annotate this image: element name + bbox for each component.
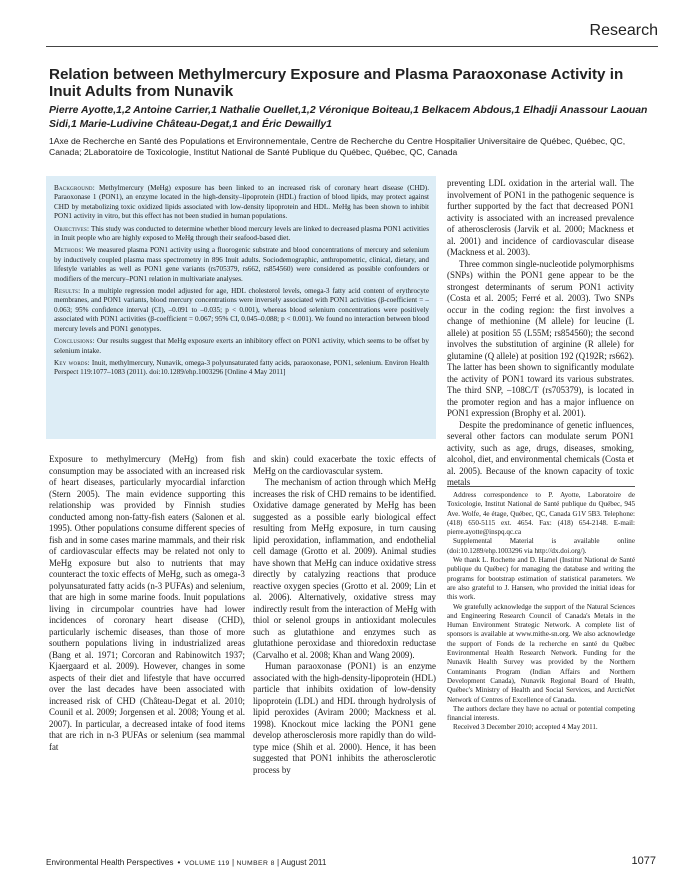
abstract-box [46, 176, 436, 439]
footer-number: NUMBER 8 [236, 860, 275, 867]
body-paragraph: Exposure to methylmercury (MeHg) from fish consumption may be associated with an increased risk of heart diseases, particularly myocardial infarction (Stern 2005). The main evidence supporting this relationship was provided by Finnish studies conducted among non-fatty-fish eaters (Salonen et al. 1995). Other populations consume different species of fish and in some cases marine mammals, and their risk of cardiovascular effects may be related not only to MeHg exposure but also to nutrients that may counteract the toxic effects of MeHg, such as omega-3 polyunsaturated fatty acids (n-3 PUFAs) and selenium, that are high in some marine foods. Inuit populations living in circumpolar countries have had lower incidences of coronary heart disease (CHD), particularly ischemic diseases, than those of more southern populations living in industrialized areas (Bang et al. 1971; Corcoran and Rabinowitch 1937; Kjaergaard et al. 2009). However, changes in some aspects of their diet and lifestyle that have occurred over the last decades have been associated with increased risk of CHD (Château-Degat et al. 2010; Counil et al. 2009; Jorgensen et al. 2008; Young et al. 2007). In particular, a decreased intake of food items that are rich in n-3 PUFAs or selenium (sea mammal fat [49, 454, 245, 752]
abstract-keywords [54, 359, 429, 378]
body-paragraph: Three common single-nucleotide polymorphisms (SNPs) within the PON1 gene appear to be the strongest determinants of serum PON1 activity (Costa et al. 2005; Ferré et al. 2003). Two SNPs occur in the coding region: the first involves a change of methionine (M allele) for leucine (L allele) at position 55 (L55M; rs854560); the second involves the substitution of arginine (R allele) for glutamine (Q allele) at position 192 (Q192R; rs662). The latter has been shown to significantly modulate the activity of PON1 toward its various substrates. The third SNP, –108C/T (rs705379), is located in the promoter region and has a major influence on PON1 expression (Brophy et al. 2001). [447, 258, 634, 418]
abstract-background-head: Background: [54, 184, 95, 192]
body-paragraph: and skin) could exacerbate the toxic effects of MeHg on the cardiovascular system. [253, 454, 436, 476]
abstract-conclusions [54, 337, 429, 356]
abstract-objectives [54, 225, 429, 244]
top-rule [46, 46, 658, 47]
affiliations: 1Axe de Recherche en Santé des Populations et Environnementale, Centre de Recherche du Centre Hospitalier Universitaire de Québec, Québec, QC, Canada; 2Laboratoire de Toxicologie, Institut National de Santé Publique du Québec, Québec, QC, Canada [49, 136, 626, 157]
article-notes [447, 486, 635, 854]
abstract-results-head: Results: [54, 287, 81, 296]
body-column-left [49, 454, 245, 852]
body-column-right [447, 178, 634, 487]
supplemental-note: Supplemental Material is available online (doi:10.1289/ehp.1003296 via http://dx.doi.org/). [447, 537, 635, 555]
running-footer: Environmental Health Perspectives • VOLUME 119 | NUMBER 8 | August 2011 [46, 858, 327, 867]
abstract-objectives-head: Objectives: [54, 224, 90, 233]
footer-separator: • [177, 858, 181, 867]
footer-volume: VOLUME 119 [184, 860, 230, 867]
body-paragraph: Human paraoxonase (PON1) is an enzyme associated with the high-density-lipoprotein (HDL) particle that inhibits oxidation of low-density lipoprotein (LDL) and HDL through hydrolysis of lipid peroxides (Aviram 2000; Mackness et al. 1998). Knockout mice lacking the PON1 gene develop atherosclerosis more rapidly than do wild-type mice (Shih et al. 2000). Hence, it has been suggested that PON1 inhibits the atherosclerotic process by [253, 661, 436, 775]
abstract-methods-text: We measured plasma PON1 activity using a fluorogenic substrate and blood concentrations of mercury and selenium by inductively coupled plasma mass spectrometry in 896 Inuit adults. Sociodemographic, anthropometric, clinical, dietary, and lifestyle variables as well as PON1 gene variants (rs705379, rs662, rs854560) were considered as possible confounders or modifiers of the mercury–PON1 relation in multivariate analyses. [54, 246, 429, 283]
correspondence-note: Address correspondence to P. Ayotte, Laboratoire de Toxicologie, Institut National de Santé publique du Québec, 945 Ave. Wolfe, 4e étage, Québec, QC, Canada G1V 5B3. Telephone: (418) 650-5115 ext. 4654. Fax: (418) 654-2148. E-mail: pierre.ayotte@inspq.qc.ca [447, 491, 635, 537]
footer-journal: Environmental Health Perspectives [46, 858, 174, 867]
article-title: Relation between Methylmercury Exposure and Plasma Paraoxonase Activity in Inuit Adults from Nunavik [49, 66, 624, 100]
funding-note: We gratefully acknowledge the support of the Natural Sciences and Engineering Research Council of Canada's Metals in the Human Environment Strategic Network. A complete list of sponsors is available at www.mithe-sn.org. We also acknowledge the support of Fonds de la recherche en santé du Québec Environmental Health Research Network. Funding for the Nunavik Health Survey was provided by the Northern Contaminants Program (Indian Affairs and Northern Development Canada), Nunavik Regional Board of Health, Québec's Ministry of Health and Social Services, and ArcticNet Network of Centres of Excellence of Canada. [447, 602, 635, 704]
author-list: Pierre Ayotte,1,2 Antoine Carrier,1 Nathalie Ouellet,1,2 Véronique Boiteau,1 Belkacem Abdous,1 Elhadji Anassour Laouan Sidi,1 Marie-Ludivine Château-Degat,1 and Éric Dewailly1 [49, 105, 648, 130]
body-paragraph: Despite the predominance of genetic influences, several other factors can modulate serum PON1 activity, such as age, drugs, diseases, smoking, alcohol, diet, and environmental chemicals (Costa et al. 2005). Because of the known capacity of toxic metals [447, 419, 634, 487]
abstract-background-text: Methylmercury (MeHg) exposure has been linked to an increased risk of coronary heart disease (CHD). Paraoxonase 1 (PON1), an enzyme located in the high-density–lipoprotein (HDL) fraction of blood lipids, may protect against CHD by metabolizing toxic oxidized lipids associated with low-density lipoprotein and HDL. MeHg has been shown to inhibit PON1 activity in vitro, but this effect has not been studied in human populations. [54, 184, 429, 221]
footer-date: August 2011 [281, 858, 327, 867]
body-paragraph: The mechanism of action through which MeHg increases the risk of CHD remains to be identified. Oxidative damage generated by MeHg has been suggested as a possible early biological effect resulting from MeHg exposure, in turn causing lipid peroxidation, inflammation, and endothelial cell damage (Grotto et al. 2009). Animal studies have shown that MeHg can induce oxidative stress directly by catalyzing reactions that produce reactive oxygen species (Grotto et al. 2009; Lin et al. 2006). Alternatively, oxidative stress may indirectly result from the interaction of MeHg with thiol or selenol groups in antioxidant molecules such as glutathione and enzymes such as glutathione peroxidase and thioredoxin reductase (Carvalho et al. 2008; Khan and Wang 2009). [253, 477, 436, 660]
abstract-objectives-text: This study was conducted to determine whether blood mercury levels are linked to decreased plasma PON1 activities in Inuit people who are highly exposed to MeHg through their seafood-based diet. [54, 224, 429, 243]
abstract-methods-head: Methods: [54, 246, 84, 255]
body-paragraph: preventing LDL oxidation in the arterial wall. The involvement of PON1 in the pathogenic sequence is further supported by the fact that decreased PON1 activity is associated with an increased prevalence of atherosclerosis (Jarvik et al. 2000; Mackness et al. 2001) and incidence of cardiovascular disease (Mackness et al. 2003). [447, 178, 634, 257]
abstract-results-text: In a multiple regression model adjusted for age, HDL cholesterol levels, omega-3 fatty acid content of erythrocyte membranes, and PON1 variants, blood mercury concentrations were inversely associated with PON1 activities (β-coefficient = –0.063; 95% confidence interval (CI), –0.091 to –0.035; p < 0.001), whereas blood selenium concentrations were positively associated with PON1 activities (β-coefficient = 0.067; 95% CI, 0.045–0.088; p < 0.001). We found no interaction between blood mercury levels and PON1 genotypes. [54, 287, 430, 333]
abstract-conclusions-text: Our results suggest that MeHg exposure exerts an inhibitory effect on PON1 activity, which seems to be offset by selenium intake. [54, 337, 429, 355]
abstract-results [54, 287, 429, 334]
abstract-methods [54, 246, 429, 284]
interests-note: The authors declare they have no actual or potential competing financial interests. [447, 704, 635, 723]
abstract-background [54, 184, 429, 222]
thanks-note: We thank L. Rochette and D. Hamel (Institut National de Santé publique du Québec) for managing the database and writing the programs for bootstrap estimation of statistical parameters. We are also grateful to J. Hansen, who provided the initial ideas for this work. [447, 556, 635, 602]
abstract-keywords-text: Inuit, methylmercury, Nunavik, omega-3 polyunsaturated fatty acids, paraoxonase, PON1, selenium. [91, 358, 383, 367]
page-number: 1077 [631, 855, 656, 867]
abstract-citation: Environ Health Perspect 119:1077–1083 (2011). doi:10.1289/ehp.1003296 [Online 4 May 2011] [54, 358, 429, 377]
abstract-keywords-head: Key words: [54, 358, 90, 367]
section-label: Research [589, 22, 658, 39]
body-column-middle [253, 454, 436, 852]
received-note: Received 3 December 2010; accepted 4 May 2011. [453, 723, 598, 732]
abstract-conclusions-head: Conclusions: [54, 337, 95, 346]
